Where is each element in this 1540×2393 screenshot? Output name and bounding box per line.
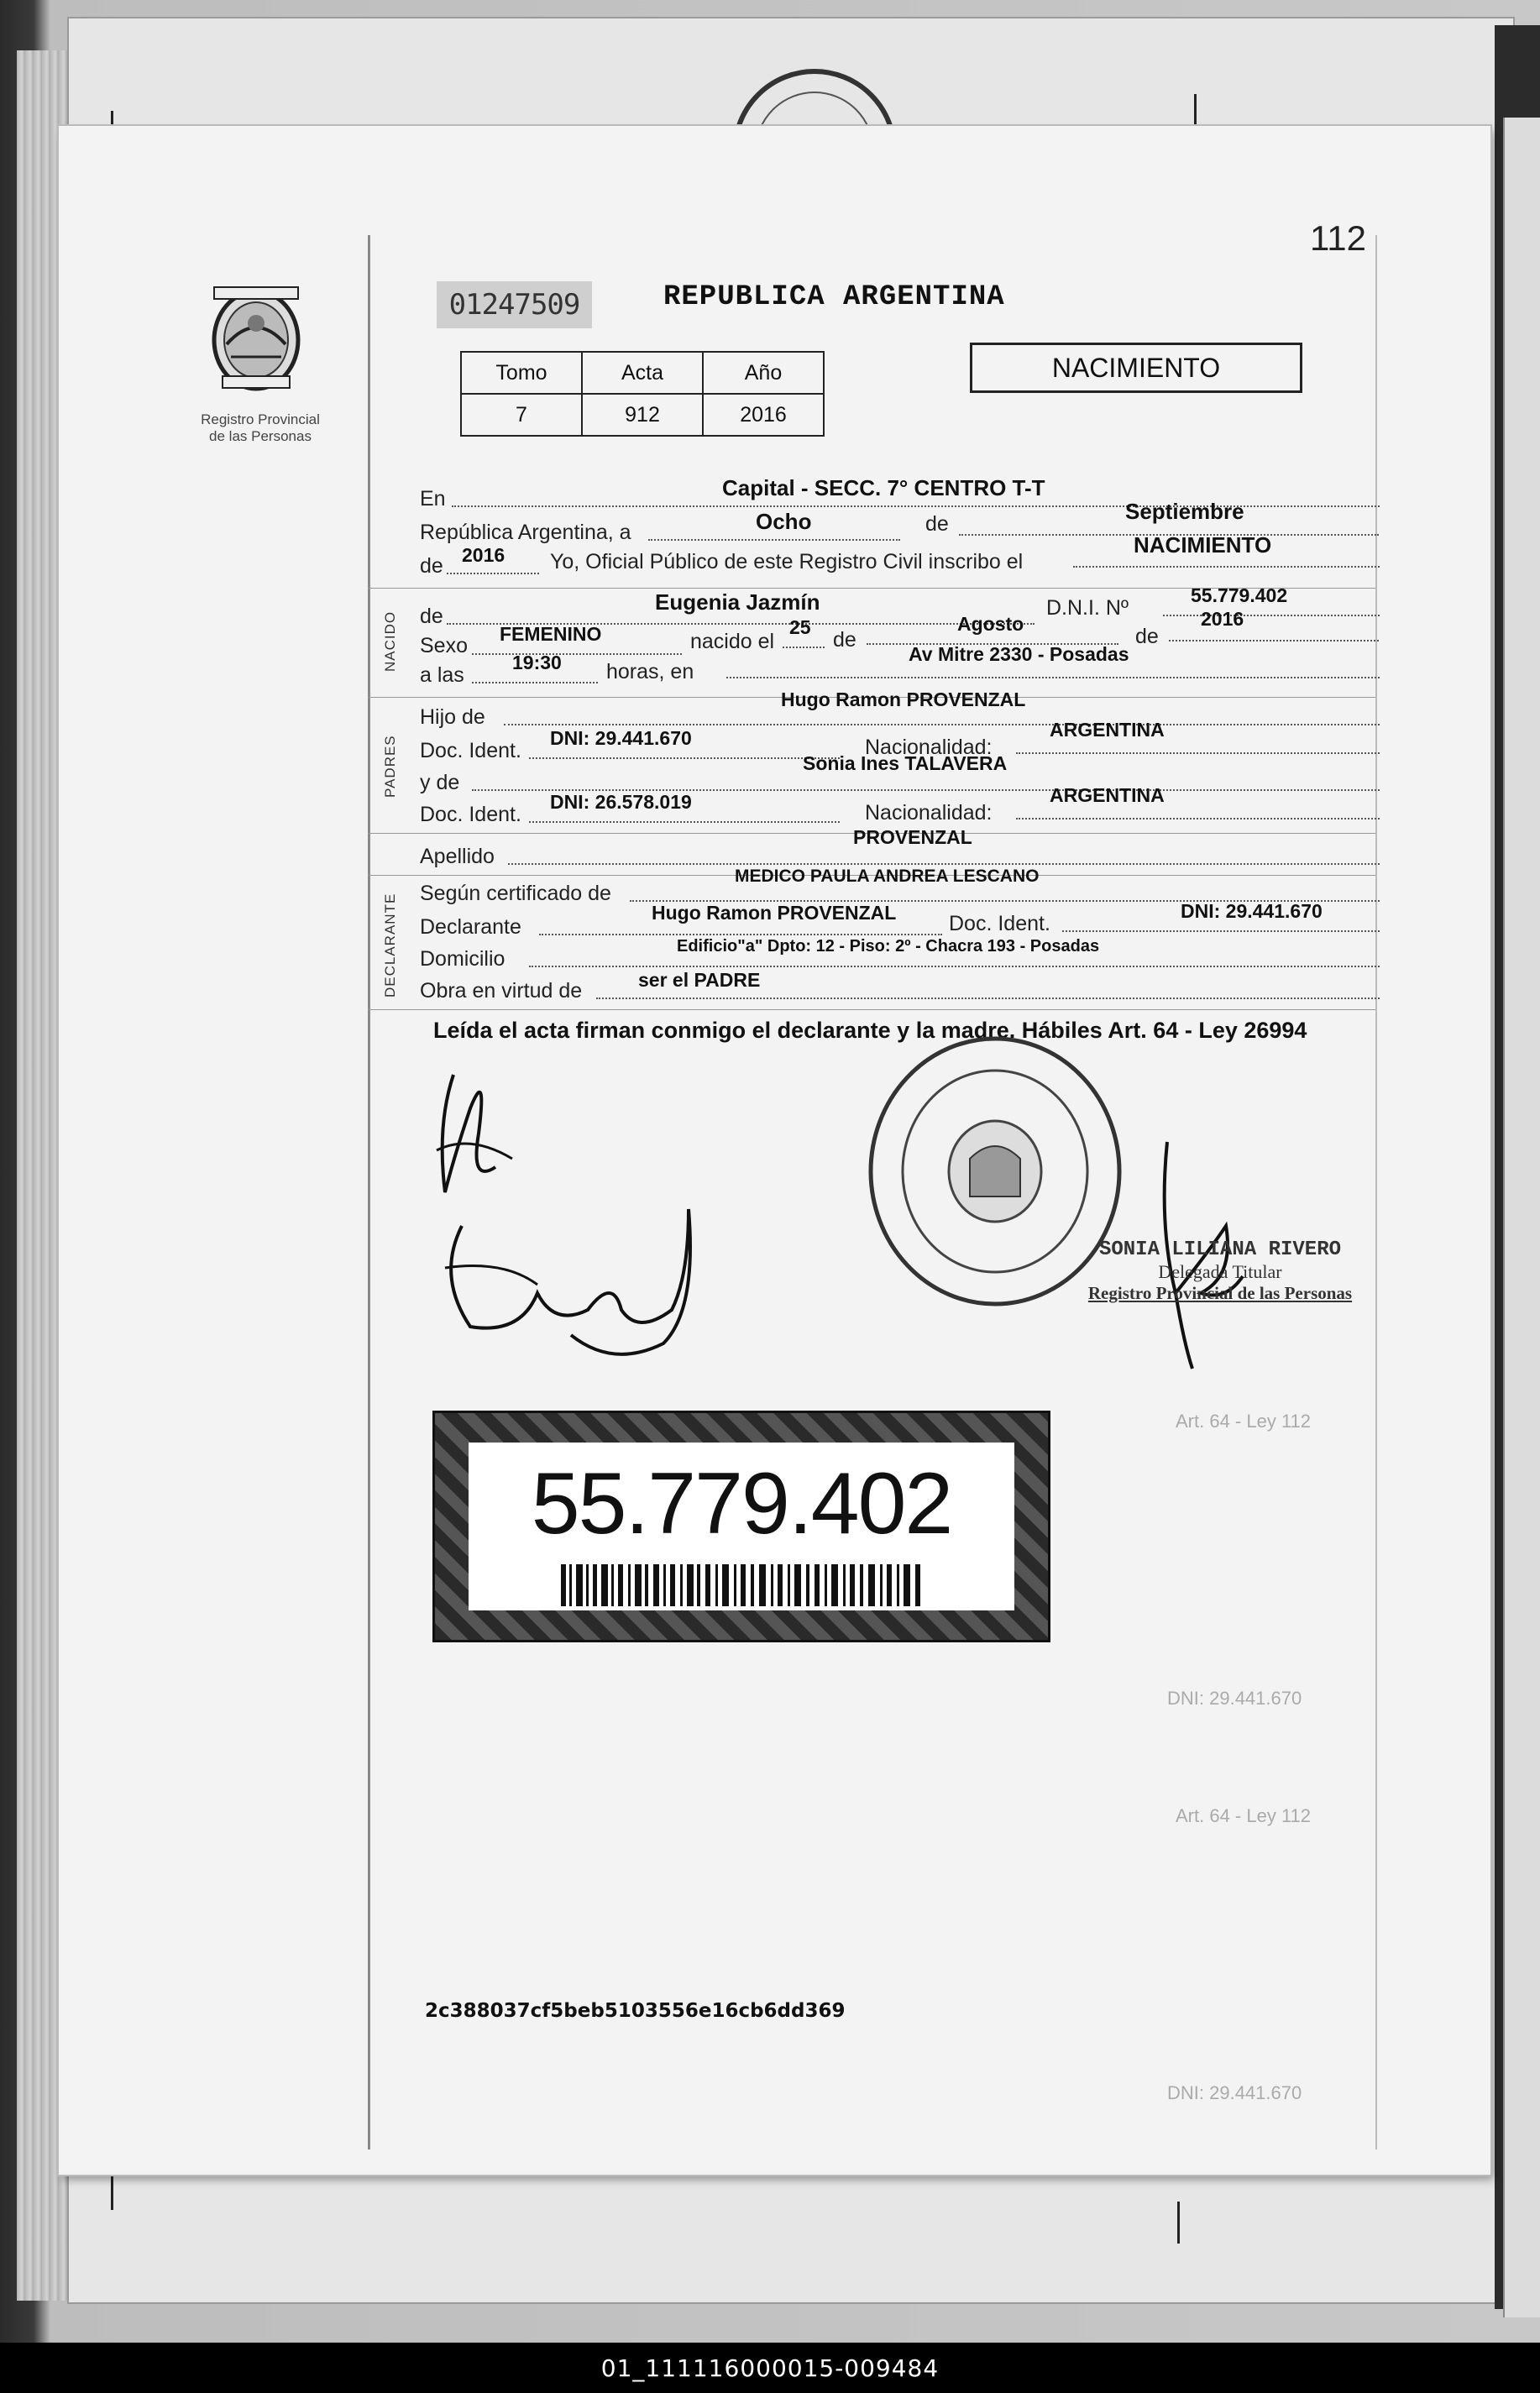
document-hash: 2c388037cf5beb5103556e16cb6dd369 xyxy=(425,2000,846,2022)
closing-statement: Leída el acta firman conmigo el declarante y la madre. Hábiles Art. 64 - Ley 26994 xyxy=(433,1018,1307,1043)
label-horas-en: horas, en xyxy=(606,660,694,683)
right-margin-line xyxy=(1375,235,1377,2150)
section-divider xyxy=(368,1009,1375,1010)
label-declarante: Declarante xyxy=(420,915,521,939)
book-right-page xyxy=(1503,118,1540,2317)
label-a-las: a las xyxy=(420,663,464,687)
section-label-nacido: NACIDO xyxy=(382,610,398,672)
registry-table xyxy=(460,351,825,437)
dotted-line xyxy=(539,934,942,935)
bleedthrough-text: DNI: 29.441.670 xyxy=(1167,1688,1302,1709)
dotted-line xyxy=(726,677,1380,678)
bleedthrough-text: DNI: 29.441.670 xyxy=(1167,2082,1302,2103)
label-de: de xyxy=(925,512,949,536)
logo-caption-line1: Registro Provincial xyxy=(201,411,320,427)
barcode-number: 55.779.402 xyxy=(531,1455,952,1553)
value-certificado: MEDICO PAULA ANDREA LESCANO xyxy=(735,867,1040,886)
serial-number: 01247509 xyxy=(437,281,592,328)
section-label-declarante: DECLARANTE xyxy=(382,893,398,998)
label-de2: de xyxy=(420,554,443,578)
value-mes-registro: Septiembre xyxy=(1125,499,1244,524)
dotted-line xyxy=(1016,818,1380,819)
document-title: REPUBLICA ARGENTINA xyxy=(663,281,1005,313)
dotted-line xyxy=(1062,930,1380,932)
official-organization: Registro Provincial de las Personas xyxy=(1087,1283,1353,1303)
label-de-nacido: de xyxy=(420,605,443,628)
label-de-anio: de xyxy=(1135,625,1159,648)
dotted-line xyxy=(783,647,825,648)
table-value-tomo: 7 xyxy=(461,394,582,436)
official-stamp-text xyxy=(1082,1238,1359,1304)
table-header-acta: Acta xyxy=(582,352,703,394)
dotted-line xyxy=(1163,615,1380,616)
label-doc-ident-1: Doc. Ident. xyxy=(420,739,521,762)
dotted-line xyxy=(504,724,1380,725)
barcode-sticker xyxy=(432,1411,1050,1642)
value-tipo: NACIMIENTO xyxy=(1134,532,1272,558)
value-madre-doc: DNI: 26.578.019 xyxy=(550,791,692,813)
label-domicilio: Domicilio xyxy=(420,947,505,971)
value-madre: Sonia Ines TALAVERA xyxy=(803,752,1008,774)
dotted-line xyxy=(508,863,1380,865)
table-header-anio: Año xyxy=(703,352,824,394)
value-padre-doc: DNI: 29.441.670 xyxy=(550,727,692,749)
value-domicilio: Edificio"a" Dpto: 12 - Piso: 2º - Chacra 193 - Posadas xyxy=(677,937,1100,956)
value-declarante-doc: DNI: 29.441.670 xyxy=(1181,900,1323,922)
label-segun-certificado: Según certificado de xyxy=(420,882,611,905)
official-name: SONIA LILIANA RIVERO xyxy=(1098,1238,1342,1261)
dotted-line xyxy=(472,682,598,683)
bleedthrough-text: Art. 64 - Ley 112 xyxy=(1176,1411,1312,1432)
section-label-padres: PADRES xyxy=(382,735,398,798)
dotted-line xyxy=(529,966,1380,967)
official-role: Delegada Titular xyxy=(1158,1261,1282,1282)
dotted-line xyxy=(1016,752,1380,754)
label-sexo: Sexo xyxy=(420,634,468,657)
label-obra-en-virtud: Obra en virtud de xyxy=(420,979,583,1003)
value-madre-nac: ARGENTINA xyxy=(1050,784,1165,806)
label-yo-oficial: Yo, Oficial Público de este Registro Civil inscribo el xyxy=(550,550,1024,573)
dotted-line xyxy=(529,821,840,823)
label-nacido-el: nacido el xyxy=(690,630,775,653)
logo-caption xyxy=(176,411,344,445)
value-hora: 19:30 xyxy=(512,652,562,673)
value-declarante: Hugo Ramon PROVENZAL xyxy=(652,902,897,924)
logo-caption-line2: de las Personas xyxy=(209,428,312,444)
table-header-tomo: Tomo xyxy=(461,352,582,394)
scan-footer-id: 01_111116000015-009484 xyxy=(0,2343,1540,2393)
label-doc-ident-3: Doc. Ident. xyxy=(949,912,1050,935)
label-apellido: Apellido xyxy=(420,845,495,868)
value-padre-nac: ARGENTINA xyxy=(1050,719,1165,741)
birth-certificate-sheet xyxy=(59,126,1490,2175)
dotted-line xyxy=(472,653,682,655)
value-anio-registro: 2016 xyxy=(462,544,505,566)
barcode-bars xyxy=(561,1564,922,1606)
label-en: En xyxy=(420,487,446,511)
handwritten-signatures xyxy=(420,1058,773,1377)
page-number: 112 xyxy=(1310,218,1366,258)
dotted-line xyxy=(1169,640,1379,641)
table-value-acta: 912 xyxy=(582,394,703,436)
value-sexo: FEMENINO xyxy=(500,623,602,645)
table-value-anio: 2016 xyxy=(703,394,824,436)
dotted-line xyxy=(529,757,840,759)
value-lugar-nac: Av Mitre 2330 - Posadas xyxy=(909,643,1129,665)
value-lugar: Capital - SECC. 7° CENTRO T-T xyxy=(722,475,1045,500)
value-mes-nac: Agosto xyxy=(957,613,1024,635)
value-nombre: Eugenia Jazmín xyxy=(655,589,820,615)
dotted-line xyxy=(447,573,539,574)
margin-line xyxy=(368,235,370,2150)
label-doc-ident-2: Doc. Ident. xyxy=(420,803,521,826)
page-mark xyxy=(1177,2202,1180,2244)
bleedthrough-text: Art. 64 - Ley 112 xyxy=(1176,1805,1312,1826)
label-y-de: y de xyxy=(420,771,460,794)
dotted-line xyxy=(648,539,900,541)
label-dni: D.N.I. Nº xyxy=(1046,596,1129,620)
label-nacionalidad-2: Nacionalidad: xyxy=(865,801,993,825)
value-anio-nac: 2016 xyxy=(1201,608,1244,630)
label-de-mes: de xyxy=(833,628,856,652)
label-republica: República Argentina, a xyxy=(420,521,631,544)
label-hijo-de: Hijo de xyxy=(420,705,485,729)
value-dia-texto: Ocho xyxy=(756,509,812,534)
value-padre: Hugo Ramon PROVENZAL xyxy=(781,689,1026,710)
value-apellido: PROVENZAL xyxy=(853,826,972,848)
provincial-coat-of-arms-logo xyxy=(202,277,311,395)
record-type-box: NACIMIENTO xyxy=(970,343,1302,393)
dotted-line xyxy=(1073,566,1380,568)
dotted-line xyxy=(596,998,1380,999)
barcode-label xyxy=(469,1443,1014,1610)
value-dni: 55.779.402 xyxy=(1191,584,1288,606)
value-obra: ser el PADRE xyxy=(638,969,761,991)
value-dia-nac: 25 xyxy=(789,616,811,638)
label-nacionalidad-1: Nacionalidad: xyxy=(865,736,993,759)
